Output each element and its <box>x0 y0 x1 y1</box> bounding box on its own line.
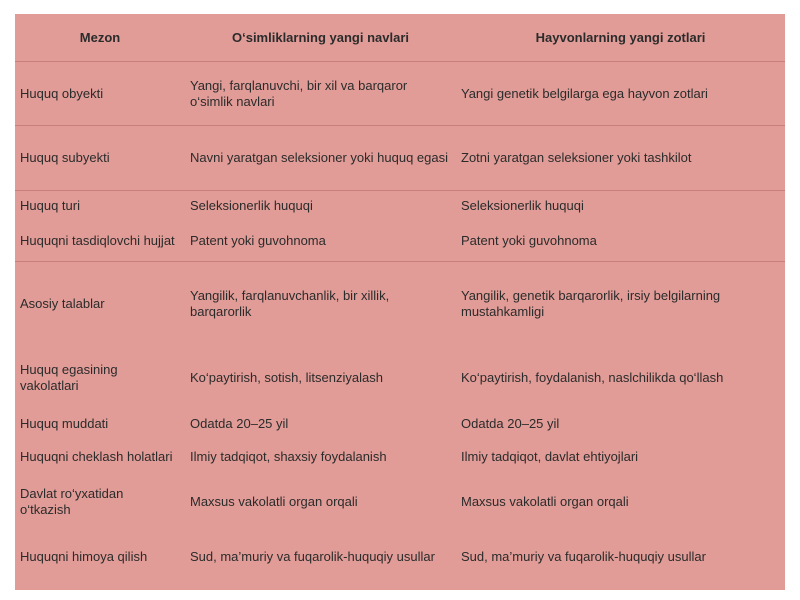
row-animal-value: Zotni yaratgan seleksioner yoki tashkilot <box>456 126 785 191</box>
table-row <box>15 411 785 437</box>
row-criterion: Huquqni cheklash holatlari <box>20 448 173 464</box>
row-plant-value: Ilmiy tadqiqot, shaxsiy foydalanish <box>190 448 387 464</box>
row-plant-value: Yangilik, farqlanuvchanlik, bir xillik, barqarorlik <box>190 287 390 319</box>
table-row <box>15 477 785 528</box>
row-criterion: Huquq muddati <box>20 415 109 431</box>
row-plant-value: Seleksionerlik huquqi <box>190 198 313 214</box>
row-animal-value: Yangi genetik belgilarga ega hayvon zotlari <box>456 62 785 126</box>
table-row <box>15 62 785 126</box>
row-plant-value: Odatda 20–25 yil <box>190 415 289 431</box>
table-row <box>15 528 785 586</box>
table-row <box>15 437 785 477</box>
row-animal-value: Sud, ma’muriy va fuqarolik-huquqiy usullar <box>461 548 706 564</box>
row-criterion: Asosiy talablar <box>20 295 105 311</box>
table-row <box>15 222 785 262</box>
table-row <box>15 191 785 222</box>
row-criterion: Huquq obyekti <box>15 62 185 126</box>
row-criterion: Davlat ro‘yxatidan o‘tkazish <box>20 486 124 517</box>
row-plant-value: Ko‘paytirish, sotish, litsenziyalash <box>190 370 383 385</box>
row-animal-value: Ilmiy tadqiqot, davlat ehtiyojlari <box>461 448 639 464</box>
row-animal-value: Seleksionerlik huquqi <box>461 198 584 214</box>
comparison-table <box>15 14 785 586</box>
header-plant-varieties: O‘simliklarning yangi navlari <box>185 14 456 62</box>
row-animal-value: Ko‘paytirish, foydalanish, naslchilikda qo‘llash <box>461 370 724 385</box>
row-animal-value: Maxsus vakolatli organ orqali <box>461 494 629 509</box>
header-criterion: Mezon <box>15 14 185 62</box>
row-criterion: Huquqni himoya qilish <box>20 548 148 564</box>
row-plant-value: Sud, ma’muriy va fuqarolik-huquqiy usullar <box>190 548 435 564</box>
table-background <box>15 14 785 590</box>
table-row <box>15 126 785 191</box>
row-animal-value: Patent yoki guvohnoma <box>456 222 785 262</box>
row-animal-value: Odatda 20–25 yil <box>461 415 560 431</box>
row-plant-value: Maxsus vakolatli organ orqali <box>190 494 358 509</box>
table-row <box>15 346 785 411</box>
table-row <box>15 262 785 346</box>
row-plant-value: Patent yoki guvohnoma <box>185 222 456 262</box>
header-animal-breeds: Hayvonlarning yangi zotlari <box>456 14 785 62</box>
row-criterion: Huquqni tasdiqlovchi hujjat <box>15 222 185 262</box>
row-plant-value: Yangi, farqlanuvchi, bir xil va barqaror o‘simlik navlari <box>185 62 456 126</box>
row-criterion: Huquq turi <box>20 198 80 214</box>
row-plant-value: Navni yaratgan seleksioner yoki huquq egasi <box>185 126 456 191</box>
table-header-row <box>15 14 785 62</box>
row-criterion: Huquq egasining vakolatlari <box>20 362 118 393</box>
row-animal-value: Yangilik, genetik barqarorlik, irsiy belgilarning mustahkamligi <box>461 287 721 319</box>
row-criterion: Huquq subyekti <box>15 126 185 191</box>
